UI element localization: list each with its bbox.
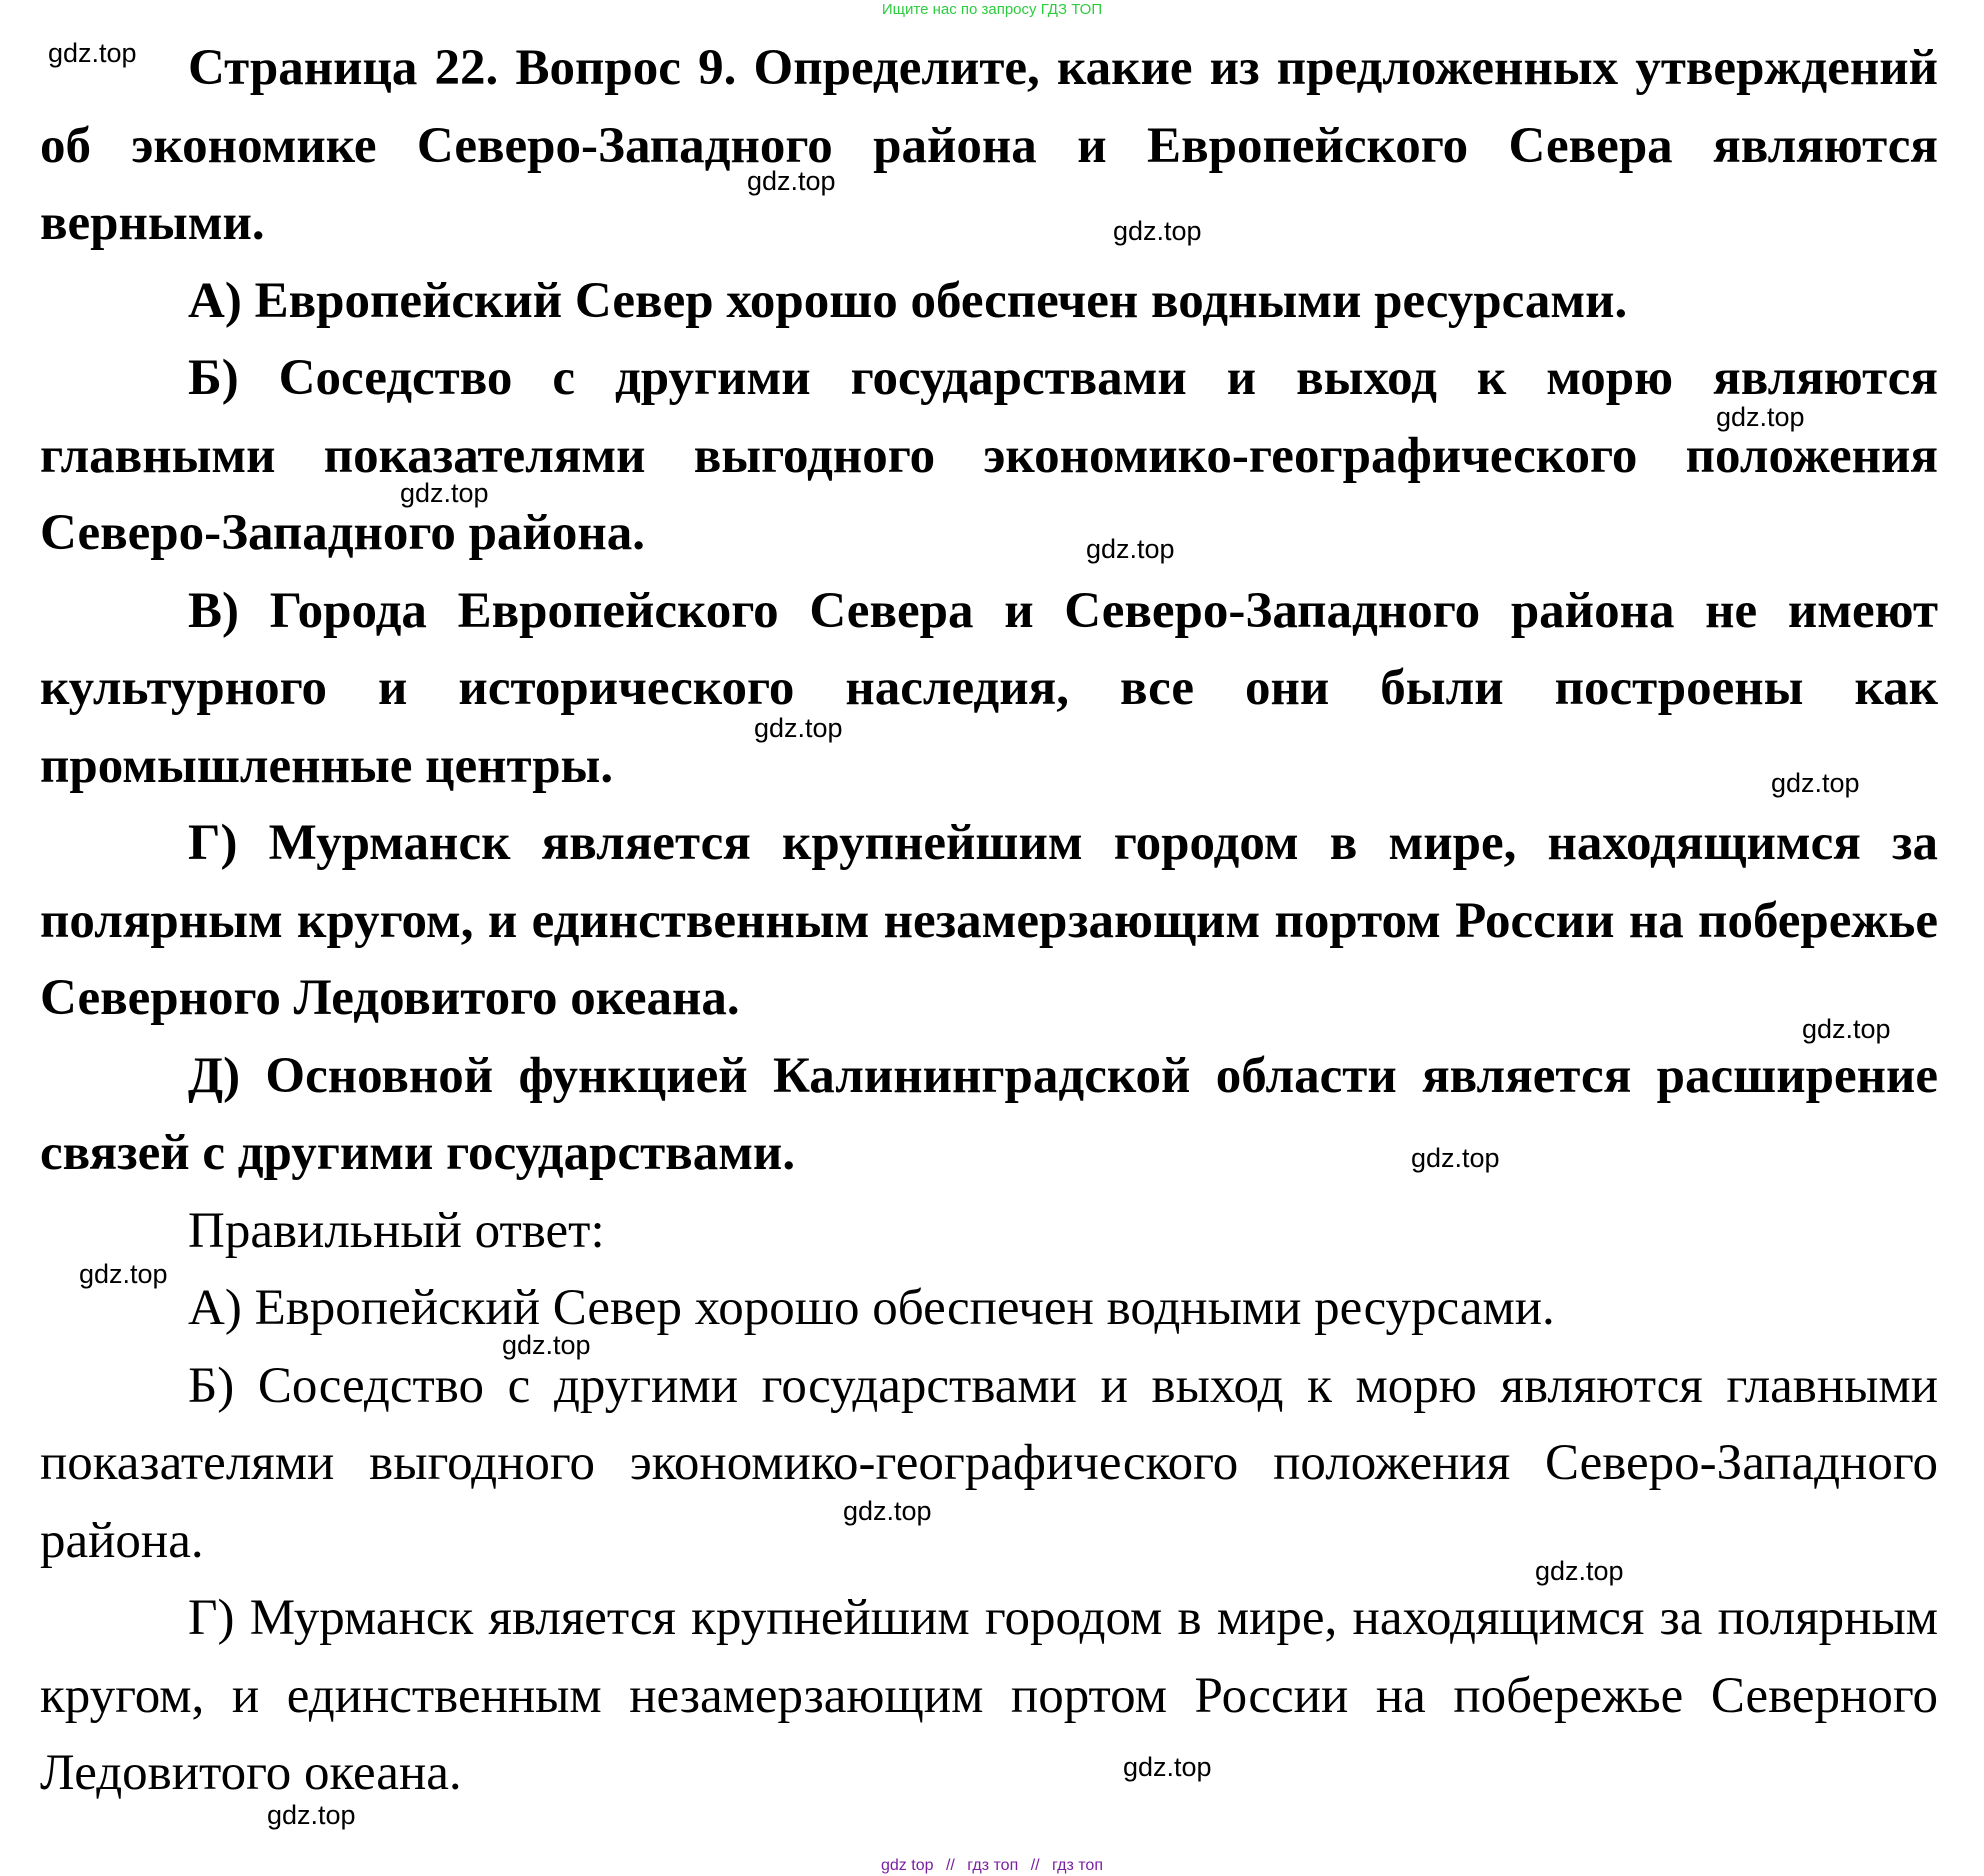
option-d: Д) Основной функцией Калининградской области является расширение связей с другими государствами.	[40, 1047, 1938, 1181]
watermark: gdz.top	[1771, 768, 1860, 798]
document-body	[40, 30, 1938, 1813]
watermark: gdz.top	[267, 1800, 356, 1830]
watermark: gdz.top	[747, 166, 836, 196]
watermark: gdz.top	[1535, 1556, 1624, 1586]
watermark: gdz.top	[843, 1496, 932, 1526]
footer-link-gdz-top-ru-2[interactable]: гдз топ	[1052, 1857, 1103, 1874]
watermark: gdz.top	[400, 478, 489, 508]
option-a: А) Европейский Север хорошо обеспечен водными ресурсами.	[188, 272, 1628, 329]
option-g: Г) Мурманск является крупнейшим городом в мире, находящимся за полярным кругом, и единственным незамерзающим портом России на побережье Северного Ледовитого океана.	[40, 815, 1938, 1026]
footer-separator: //	[1030, 1857, 1040, 1874]
footer	[0, 1857, 1984, 1875]
answer-label: Правильный ответ:	[188, 1202, 605, 1259]
watermark: gdz.top	[1123, 1752, 1212, 1782]
answer-a: А) Европейский Север хорошо обеспечен водными ресурсами.	[188, 1280, 1555, 1336]
footer-link-gdz-top[interactable]: gdz top	[881, 1857, 934, 1874]
watermark: gdz.top	[1113, 216, 1202, 246]
watermark: gdz.top	[48, 38, 137, 68]
footer-separator: //	[945, 1857, 955, 1874]
question-title: Страница 22. Вопрос 9. Определите, какие из предложенных утверждений об экономике Северо-Западного района и Европейского Севера являются верными.	[40, 40, 1938, 251]
option-v: В) Города Европейского Севера и Северо-Западного района не имеют культурного и исторического наследия, все они были построены как промышленные центры.	[40, 582, 1938, 794]
answer-g: Г) Мурманск является крупнейшим городом в мире, находящимся за полярным кругом, и единственным незамерзающим портом России на побережье Северного Ледовитого океана.	[40, 1590, 1938, 1801]
watermark: gdz.top	[1086, 534, 1175, 564]
answer-b: Б) Соседство с другими государствами и выход к морю являются главными показателями выгодного экономико-географического положения Северо-Западного района.	[40, 1357, 1938, 1569]
watermark: gdz.top	[79, 1259, 168, 1289]
watermark: gdz.top	[502, 1330, 591, 1360]
top-banner: Ищите нас по запросу ГДЗ ТОП	[881, 1, 1103, 18]
footer-link-gdz-top-ru[interactable]: гдз топ	[967, 1857, 1019, 1874]
watermark: gdz.top	[1411, 1143, 1500, 1173]
watermark: gdz.top	[754, 713, 843, 743]
watermark: gdz.top	[1802, 1014, 1891, 1044]
option-b: Б) Соседство с другими государствами и выход к морю являются главными показателями выгодного экономико-географического положения Северо-Западного района.	[40, 350, 1938, 561]
watermark: gdz.top	[1716, 402, 1805, 432]
